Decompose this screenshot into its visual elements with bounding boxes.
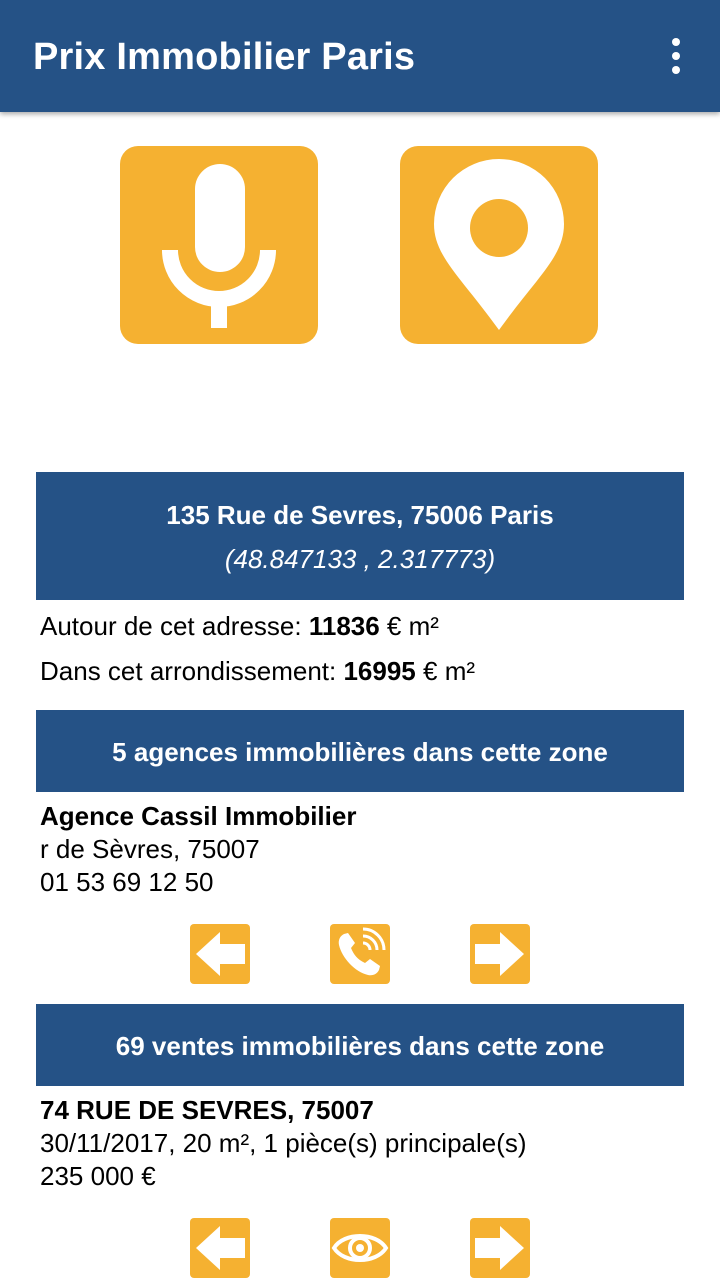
- arrow-left-icon: [190, 1218, 250, 1278]
- price-around-unit: € m²: [379, 611, 439, 641]
- agency-next-button[interactable]: [470, 924, 530, 984]
- price-around-value: 11836: [308, 611, 380, 641]
- sale-card: [40, 1094, 527, 1193]
- address-line: 135 Rue de Sevres, 75006 Paris: [166, 500, 554, 530]
- menu-dot: [672, 66, 680, 74]
- arrow-right-icon: [470, 924, 530, 984]
- address-header: [36, 472, 684, 600]
- sale-price: 235 000 €: [40, 1161, 156, 1191]
- sale-next-button[interactable]: [470, 1218, 530, 1278]
- sale-details: 30/11/2017, 20 m², 1 pièce(s) principale(s): [40, 1128, 527, 1158]
- sale-address: 74 RUE DE SEVRES, 75007: [40, 1095, 374, 1125]
- location-pin-icon: [400, 146, 598, 344]
- agency-name: Agence Cassil Immobilier: [40, 801, 357, 831]
- sale-view-button[interactable]: [330, 1218, 390, 1278]
- phone-icon: [330, 924, 390, 984]
- agency-card: [40, 800, 356, 899]
- sales-count-label: 69 ventes immobilières dans cette zone: [115, 1031, 605, 1061]
- app-title: Prix Immobilier Paris: [33, 36, 416, 78]
- locate-me-button[interactable]: [400, 146, 598, 344]
- eye-icon: [330, 1218, 390, 1278]
- agency-prev-button[interactable]: [190, 924, 250, 984]
- agency-address: r de Sèvres, 75007: [40, 834, 260, 864]
- agencies-header: [36, 710, 684, 792]
- agencies-count-label: 5 agences immobilières dans cette zone: [112, 737, 608, 767]
- arrow-right-icon: [470, 1218, 530, 1278]
- price-district-label: Dans cet arrondissement:: [40, 656, 344, 686]
- sales-header: [36, 1004, 684, 1086]
- price-around-label: Autour de cet adresse:: [40, 611, 309, 641]
- overflow-menu-icon[interactable]: [660, 36, 692, 76]
- address-coordinates: (48.847133 , 2.317773): [224, 544, 496, 574]
- app-bar: [0, 0, 720, 112]
- arrow-left-icon: [190, 924, 250, 984]
- agency-call-button[interactable]: [330, 924, 390, 984]
- menu-dot: [672, 52, 680, 60]
- price-district: [40, 656, 475, 687]
- price-district-value: 16995: [343, 656, 416, 686]
- menu-dot: [672, 38, 680, 46]
- price-district-unit: € m²: [415, 656, 476, 686]
- price-around-address: [40, 611, 439, 642]
- agency-phone: 01 53 69 12 50: [40, 867, 214, 897]
- sale-prev-button[interactable]: [190, 1218, 250, 1278]
- voice-search-button[interactable]: [120, 146, 318, 344]
- microphone-icon: [120, 146, 318, 344]
